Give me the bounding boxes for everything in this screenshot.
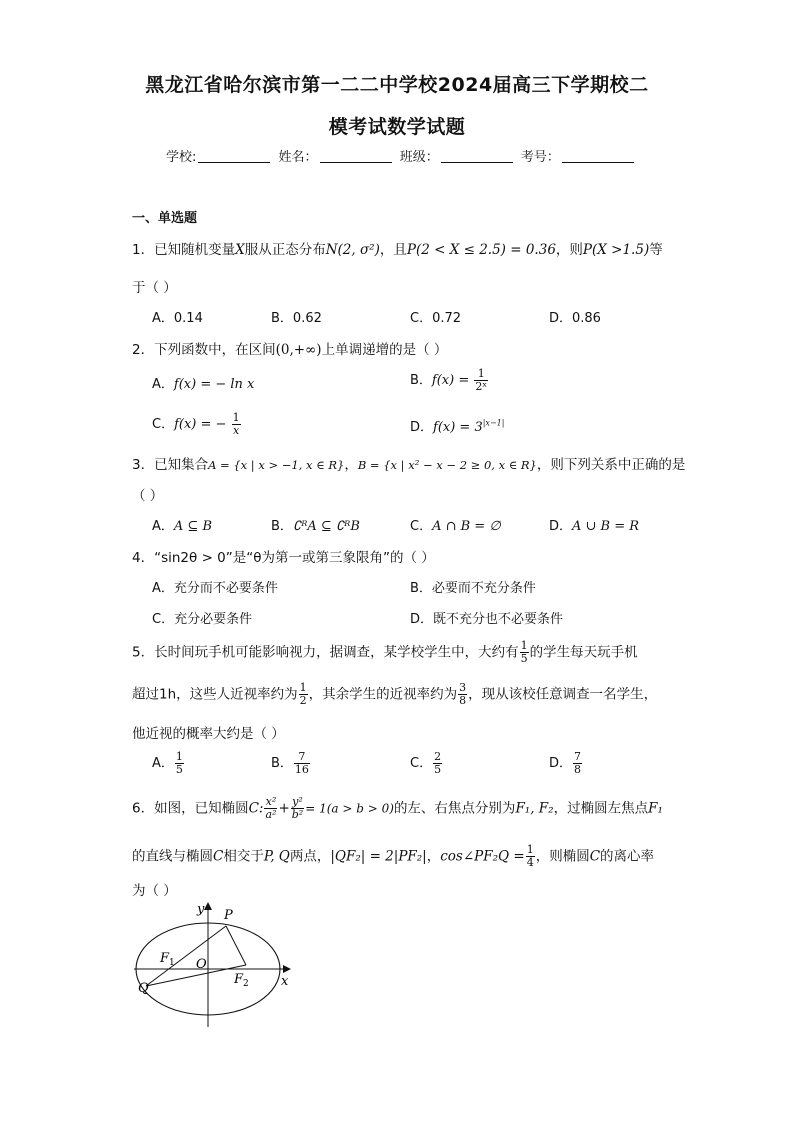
q3-option-c: [410, 515, 501, 534]
exam-title-line2: 模考试数学试题: [328, 116, 466, 138]
q2-c-expr: f(x) = −: [174, 417, 227, 432]
q6-text-h: ，则椭圆: [535, 848, 590, 865]
q6-text-c: ，过椭圆左焦点: [553, 800, 649, 817]
q5-d-frac: [573, 751, 582, 776]
q2-stem: [132, 338, 447, 358]
q2-option-a: [152, 373, 254, 392]
q5-d-num: 7: [574, 750, 582, 763]
q2-option-c: [152, 412, 242, 437]
q4-option-d: D．既不充分也不必要条件: [410, 612, 564, 627]
q5-b-frac: [294, 751, 310, 776]
q6-frac-x: [264, 796, 277, 821]
q6-text-f: 两点，: [289, 848, 331, 865]
q5-stem-line1: [132, 640, 638, 665]
q3-set-a: A = {x | x > −1, x ∈ R}: [208, 458, 345, 472]
q2-d-exponent: |x−1|: [482, 418, 505, 428]
line-pq: [146, 926, 226, 986]
q2-option-b: [410, 368, 489, 393]
label-origin: O: [196, 957, 207, 972]
q5-text-c: 超过1h，这些人近视率约为: [132, 686, 298, 703]
q6-fx-num: x²: [265, 795, 277, 808]
q6-fx-den: a²: [265, 808, 277, 821]
q6-stem-line2: [132, 844, 654, 869]
label-f2-letter: F: [234, 972, 244, 987]
q6-cos-num: 1: [526, 843, 534, 856]
q3-option-d: [549, 515, 639, 534]
q1-option-c: C．0.72: [410, 311, 462, 326]
label-f1-sub: 1: [169, 958, 175, 968]
label-y: y: [197, 902, 205, 917]
q4-option-a: A．充分而不必要条件: [152, 581, 278, 596]
exam-title-line1: 黑龙江省哈尔滨市第一二二中学校2024届高三下学期校二: [145, 74, 649, 96]
q2-text-a: 2．下列函数中，在区间: [132, 342, 276, 358]
q3-set-b: B = {x | x² − x − 2 ≥ 0, x ∈ R}: [357, 458, 537, 472]
q5-text-a: 5．长时间玩手机可能影响视力，据调查，某学校学生中，大约有: [132, 644, 519, 661]
q5-b-label: B．: [271, 756, 293, 771]
q6-plus: +: [278, 800, 290, 817]
q6-text-b: 的左、右焦点分别为: [393, 800, 516, 817]
class-blank: [441, 150, 513, 163]
label-x: x: [281, 974, 289, 989]
q1-text-e: 等: [649, 242, 663, 258]
school-blank: [198, 150, 270, 163]
ellipse-figure: [128, 895, 298, 1030]
q1-text-a: 1．已知随机变量: [132, 242, 236, 258]
q3-text-b: ，: [344, 457, 358, 473]
q2-c-label: C．: [152, 417, 175, 432]
q6-stem-line1: [132, 796, 663, 821]
q2-interval: (0,+∞): [275, 342, 322, 358]
school-label: 学校:: [166, 150, 197, 165]
q5-d-den: 8: [574, 763, 582, 776]
q6-stem-line3: 为（ ）: [132, 883, 177, 899]
q5-f3-num: 3: [459, 681, 467, 694]
q1-text-c: ，且: [379, 242, 407, 258]
label-f2: [233, 972, 249, 989]
q6-cos-den: 4: [526, 856, 534, 869]
student-info-row: [166, 146, 638, 165]
q5-c-den: 5: [434, 763, 442, 776]
q6-condition: = 1(a > b > 0): [305, 801, 394, 816]
q2-a-expr: f(x) = − ln x: [173, 377, 255, 392]
id-blank: [562, 150, 634, 163]
label-f2-sub: 2: [243, 979, 249, 989]
label-f1: [159, 951, 175, 968]
q3-text-c: ，则下列关系中正确的是: [536, 457, 686, 473]
q5-a-label: A．: [152, 756, 174, 771]
q5-f2-den: 2: [299, 694, 307, 707]
q4-option-c: C．充分必要条件: [152, 612, 253, 627]
q2-b-fraction: [474, 368, 488, 393]
q1-var: X: [235, 242, 245, 258]
q6-eq-label: C:: [248, 800, 264, 817]
q2-c-num: 1: [232, 411, 240, 424]
q1-stem-line1: [132, 238, 663, 258]
q2-d-label: D．: [410, 420, 434, 435]
q2-b-den: 2ˣ: [475, 380, 488, 393]
q5-b-num: 7: [294, 751, 310, 764]
q2-b-label: B．: [410, 373, 432, 388]
class-label: 班级：: [399, 150, 439, 165]
q6-cos: cos∠PF₂Q =: [440, 848, 525, 865]
q3-a-label: A．: [152, 519, 174, 534]
id-label: 考号：: [520, 150, 560, 165]
q5-f3-den: 8: [459, 694, 467, 707]
q2-b-expr: f(x) =: [431, 373, 470, 388]
q6-c: C: [213, 848, 224, 865]
q5-a-den: 5: [175, 763, 183, 776]
q2-c-den: x: [232, 424, 240, 437]
q1-ask: P(X >1.5): [582, 242, 650, 258]
q2-b-num: 1: [474, 368, 488, 381]
q6-f1: F₁: [648, 800, 663, 817]
section-heading: 一、单选题: [132, 211, 198, 226]
q6-c2: C: [589, 848, 601, 865]
q5-option-d: [549, 751, 583, 776]
q5-f1-den: 5: [520, 652, 528, 665]
q2-c-fraction: [232, 412, 241, 437]
q5-c-label: C．: [410, 756, 433, 771]
q5-option-c: [410, 751, 443, 776]
q1-option-a: A．0.14: [152, 311, 203, 326]
q6-text-i: 的离心率: [600, 848, 655, 865]
q1-option-d: D．0.86: [549, 311, 601, 326]
q5-text-e: ，现从该校任意调查一名学生，: [468, 686, 658, 703]
q5-frac-1-5: [520, 640, 529, 665]
q4-stem: 4．“sin2θ > 0”是“θ为第一或第三象限角”的（ ）: [132, 550, 435, 566]
q1-option-b: B．0.62: [271, 311, 322, 326]
q1-text-d: ，则: [555, 242, 583, 258]
name-blank: [320, 150, 392, 163]
q6-text-a: 6．如图，已知椭圆: [132, 800, 249, 817]
q5-frac-1-2: [299, 682, 308, 707]
q5-a-num: 1: [175, 750, 183, 763]
q6-frac-1-4: [526, 844, 535, 869]
q6-abs: |QF₂| = 2|PF₂|: [330, 848, 427, 865]
q3-b-label: B．: [271, 519, 293, 534]
q5-d-label: D．: [549, 756, 573, 771]
q1-condition: P(2 < X ≤ 2.5) = 0.36: [406, 242, 556, 258]
label-q: Q: [138, 981, 149, 996]
q5-text-b: 的学生每天玩手机: [529, 644, 638, 661]
q5-c-num: 2: [434, 750, 442, 763]
q3-d-label: D．: [549, 519, 573, 534]
name-label: 姓名：: [278, 150, 318, 165]
q5-f1-num: 1: [520, 639, 528, 652]
q3-stem-line2: （ ）: [132, 488, 164, 504]
q6-pq: P, Q: [263, 848, 290, 865]
q3-text-a: 3．已知集合: [132, 457, 209, 473]
q6-text-e: 相交于: [223, 848, 264, 865]
q6-text-d: 的直线与椭圆: [132, 848, 213, 865]
q5-stem-line3: 他近视的概率大约是（ ）: [132, 726, 285, 742]
q3-c-expr: A ∩ B = ∅: [432, 519, 501, 534]
q5-frac-3-8: [458, 682, 467, 707]
q5-stem-line2: [132, 682, 657, 707]
label-f1-letter: F: [160, 951, 170, 966]
q6-fy-num: y²: [292, 795, 303, 808]
q3-c-label: C．: [410, 519, 433, 534]
q6-fy-den: b²: [291, 808, 304, 821]
q3-a-expr: A ⊆ B: [173, 519, 213, 534]
q3-option-a: [152, 515, 212, 534]
q4-option-b: B．必要而不充分条件: [410, 581, 536, 596]
q1-dist: N(2, σ²): [325, 242, 380, 258]
q3-stem-line1: [132, 453, 685, 473]
q5-c-frac: [433, 751, 442, 776]
q2-text-b: 上单调递增的是（ ）: [321, 342, 448, 358]
q3-option-b: [271, 515, 360, 534]
q6-foci: F₁, F₂: [515, 800, 554, 817]
q5-a-frac: [175, 751, 184, 776]
q5-f2-num: 1: [299, 681, 307, 694]
q2-option-d: [410, 416, 504, 435]
q2-d-expr: f(x) = 3: [433, 420, 483, 435]
q5-option-a: [152, 751, 185, 776]
q3-b-expr: ∁ᴿA ⊆ ∁ᴿB: [292, 519, 360, 534]
q6-text-g: ，: [426, 848, 441, 865]
q5-option-b: [271, 751, 311, 776]
q1-stem-line2: 于（ ）: [132, 280, 177, 296]
q5-text-d: ，其余学生的近视率约为: [308, 686, 458, 703]
line-pf2: [226, 926, 246, 965]
q5-b-den: 16: [294, 763, 309, 776]
q1-text-b: 服从正态分布: [244, 242, 326, 258]
label-p: P: [224, 908, 233, 923]
q2-a-label: A．: [152, 377, 174, 392]
q3-d-expr: A ∪ B = R: [572, 519, 640, 534]
q6-frac-y: [291, 796, 304, 821]
